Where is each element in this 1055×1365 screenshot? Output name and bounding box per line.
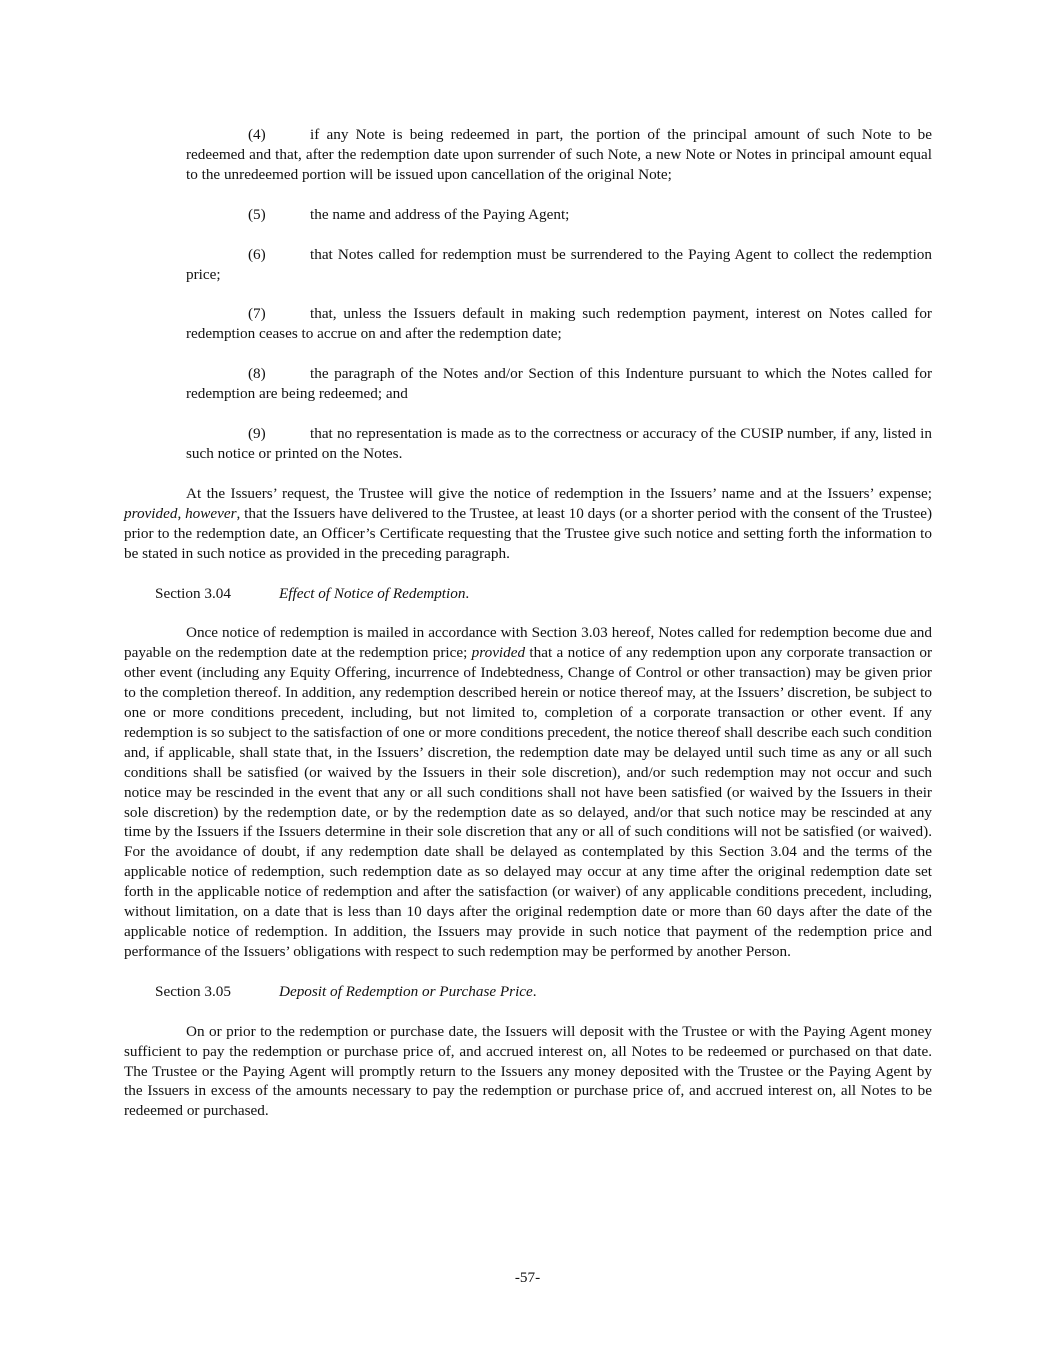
section-number: Section 3.04: [155, 584, 231, 602]
section-number: Section 3.05: [155, 982, 231, 1000]
document-page: [124, 125, 932, 1141]
item-text: the paragraph of the Notes and/or Section of this Indenture pursuant to which the Notes called for redemption are being redeemed; and: [186, 365, 932, 403]
item-number: (4): [248, 126, 266, 143]
list-item-9: [186, 424, 932, 464]
list-item-6: [186, 245, 932, 285]
item-number: (8): [248, 365, 266, 383]
list-item-5: [186, 205, 932, 225]
list-item-8: [186, 364, 932, 404]
section-3-05-heading: Section 3.05 Deposit of Redemption or Purchase Price.: [155, 982, 537, 1000]
list-item-7: [186, 304, 932, 344]
item-number: (6): [248, 245, 266, 263]
trustee-notice-paragraph: At the Issuers’ request, the Trustee will give the notice of redemption in the Issuers’ name and at the Issuers’ expense; provided, however, that the Issuers have delivered to the Trustee, at least 10 days (or a shorter period with the consent of the Trustee) prior to the redemption date, an Officer’s Certificate requesting that the Trustee give such notice and setting forth the information to be stated in such notice as provided in the preceding paragraph.: [124, 484, 933, 562]
list-item-4: [186, 125, 932, 185]
item-text: the name and address of the Paying Agent;: [310, 205, 570, 223]
item-number: (9): [248, 425, 266, 443]
section-title: Effect of Notice of Redemption: [279, 584, 466, 602]
item-text: if any Note is being redeemed in part, the portion of the principal amount of such Note to be redeemed and that, after the redemption date upon surrender of such Note, a new Note or Notes in principal amount equal to the unredeemed portion will be issued upon cancellation of the original Note;: [186, 126, 932, 183]
item-number: (7): [248, 305, 266, 323]
section-title: Deposit of Redemption or Purchase Price: [279, 982, 533, 1000]
page-number: -57-: [514, 1269, 541, 1286]
item-text: that no representation is made as to the correctness or accuracy of the CUSIP number, if any, listed in such notice or printed on the Notes.: [186, 425, 932, 462]
item-text: that Notes called for redemption must be surrendered to the Paying Agent to collect the redemption price;: [186, 245, 932, 283]
item-number: (5): [248, 205, 266, 223]
section-3-04-body: Once notice of redemption is mailed in accordance with Section 3.03 hereof, Notes called for redemption become due and payable on the redemption date at the redemption price; provided that a notice of any redemption upon any corporate transaction or other event (including any Equity Offering, incurrence of Indebtedness, Change of Control or other transaction) may be given prior to the completion thereof. In addition, any redemption described herein or notice thereof may, at the Issuers’ discretion, be subject to one or more conditions precedent, including, but not limited to, completion of a corporate transaction or other event. If any redemption is so subject to the satisfaction of one or more conditions precedent, the notice thereof shall describe each such condition and, if applicable, shall state that, in the Issuers’ discretion, the redemption date may be delayed until such time as any or all such conditions shall be satisfied (or waived by the Issuers in their sole discretion), and/or such redemption may not occur and such notice may be rescinded in the event that any or all such conditions shall not have been satisfied (or waived by the Issuers in their sole discretion) by the redemption date, or by the redemption date as so delayed, and/or that such notice may be rescinded at any time by the Issuers if the Issuers determine in their sole discretion that any or all of such conditions will not be satisfied (or waived). For the avoidance of doubt, if any redemption date shall be delayed as contemplated by this Section 3.04 and the terms of the applicable notice of redemption, such redemption date as so delayed may occur at any time after the original redemption date set forth in the applicable notice of redemption and after the satisfaction (or waiver) of any applicable conditions precedent, including, without limitation, on a date that is less than 10 days after the original redemption date or more than 60 days after the date of the applicable notice of redemption. In addition, the Issuers may provide in such notice that payment of the redemption price and performance of the Issuers’ obligations with respect to such redemption may be performed by another Person.: [124, 624, 933, 960]
item-text: that, unless the Issuers default in making such redemption payment, interest on Notes called for redemption ceases to accrue on and after the redemption date;: [186, 305, 932, 343]
section-3-05-body: On or prior to the redemption or purchase date, the Issuers will deposit with the Trustee or with the Paying Agent money sufficient to pay the redemption or purchase price of, and accrued interest on, all Notes to be redeemed or purchased on that date. The Trustee or the Paying Agent will promptly return to the Issuers any money deposited with the Trustee or the Paying Agent by the Issuers in excess of the amounts necessary to pay the redemption or purchase price of, and accrued interest on, all Notes to be redeemed or purchased.: [124, 1022, 932, 1120]
section-3-04-heading: Section 3.04 Effect of Notice of Redemption.: [155, 584, 470, 602]
